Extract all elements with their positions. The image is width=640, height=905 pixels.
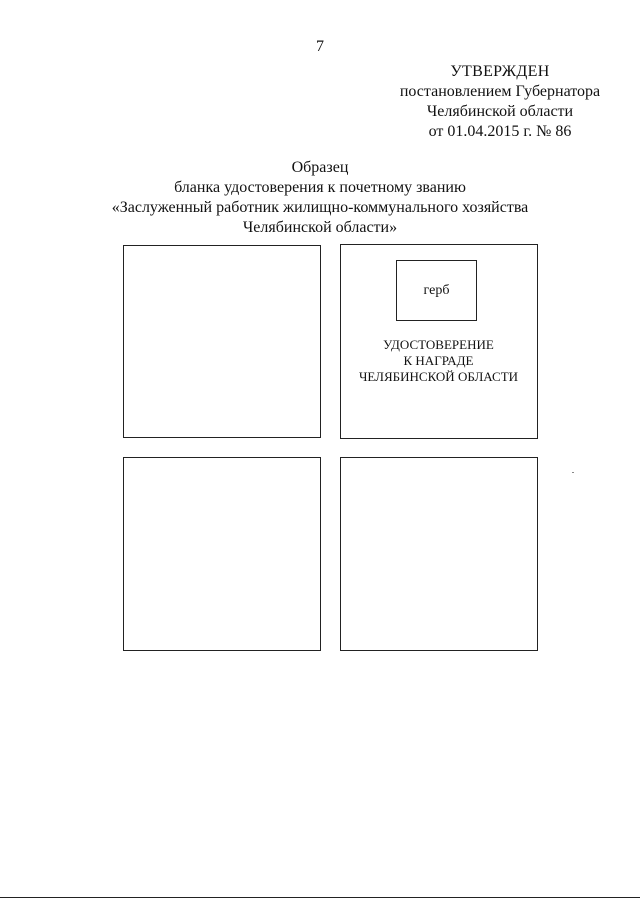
certificate-line-2: К НАГРАДЕ — [403, 353, 474, 368]
title-form: бланка удостоверения к почетному званию — [174, 179, 466, 196]
certificate-heading — [341, 337, 536, 385]
page-number: 7 — [316, 38, 324, 55]
title-sample: Образец — [291, 159, 349, 176]
blank-page-top-left — [123, 245, 321, 438]
approval-authority: постановлением Губернатора — [399, 83, 601, 100]
approval-heading: УТВЕРЖДЕН — [450, 63, 550, 80]
title-honor: «Заслуженный работник жилищно-коммунального хозяйства — [111, 199, 529, 216]
certificate-line-1: УДОСТОВЕРЕНИЕ — [383, 337, 494, 352]
blank-page-bottom-right — [340, 457, 538, 651]
scan-speck — [572, 472, 574, 473]
document-title — [80, 158, 560, 238]
certificate-cover — [340, 244, 538, 439]
emblem-label: герб — [423, 282, 450, 298]
title-region: Челябинской области» — [242, 219, 398, 236]
approval-region: Челябинской области — [426, 103, 574, 120]
page-bottom-rule — [0, 897, 640, 898]
certificate-line-3: ЧЕЛЯБИНСКОЙ ОБЛАСТИ — [358, 369, 519, 384]
approval-date: от 01.04.2015 г. № 86 — [428, 123, 572, 140]
emblem-placeholder — [396, 260, 477, 321]
approval-stamp — [380, 62, 620, 142]
blank-page-bottom-left — [123, 457, 321, 651]
